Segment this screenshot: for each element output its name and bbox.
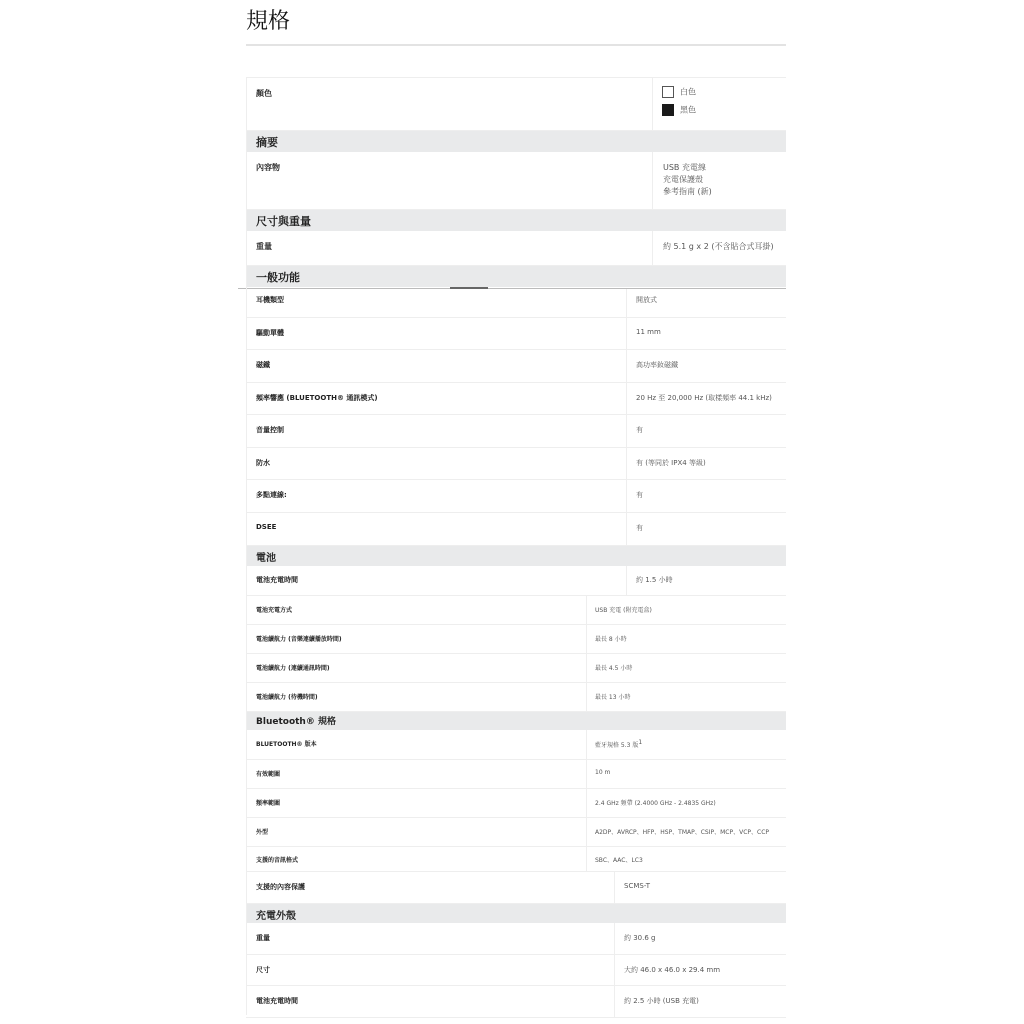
section-header-bluetooth: Bluetooth® 規格	[246, 712, 786, 730]
section-header-size-weight: 尺寸與重量	[246, 210, 786, 231]
spec-row-case: 電池充電時間 約 2.5 小時 (USB 充電)	[246, 986, 786, 1018]
section-header-summary: 摘要	[246, 131, 786, 152]
color-option-white: 白色	[662, 86, 696, 98]
contents-item: 充電保護殼	[663, 175, 703, 184]
spec-row-general: 防水 有 (等同於 IPX4 等級)	[246, 448, 786, 480]
section-header-charging-case: 充電外殼	[246, 904, 786, 923]
spec-row-general: 音量控制 有	[246, 415, 786, 448]
footnote-link[interactable]: 1	[638, 739, 643, 746]
spec-row-battery: 電池續航力 (連續通訊時間) 最長 4.5 小時	[246, 654, 786, 683]
spec-row-bluetooth: BLUETOOTH® 版本 藍牙規格 5.3 版$^1$	[246, 730, 786, 760]
spec-row-general: 多點連線: 有	[246, 480, 786, 513]
spec-row-bluetooth: 支援的音訊格式 SBC、AAC、LC3	[246, 847, 786, 872]
page-title: 規格	[246, 9, 291, 34]
general-rows	[246, 289, 786, 546]
spec-row-battery: 電池續航力 (待機時間) 最長 13 小時	[246, 683, 786, 712]
spec-row-weight: 重量 約 5.1 g x 2 (不含貼合式耳掛)	[246, 231, 786, 266]
size-weight-block	[246, 210, 786, 287]
spec-row-battery: 電池續航力 (音樂連續播放時間) 最長 8 小時	[246, 625, 786, 654]
spec-row-case: 尺寸 大約 46.0 x 46.0 x 29.4 mm	[246, 955, 786, 986]
spec-row-general: 驅動單體 11 mm	[246, 318, 786, 350]
black-swatch-icon	[662, 104, 674, 116]
section-header-battery: 電池	[246, 546, 786, 566]
spec-row-contents: 內容物 USB 充電線 充電保護殼 參考指南 (新)	[246, 152, 786, 210]
white-swatch-icon	[662, 86, 674, 98]
charging-case-block	[246, 904, 786, 1018]
spec-row-general: 耳機類型 開放式	[246, 289, 786, 318]
color-option-black: 黑色	[662, 104, 696, 116]
section-header-general: 一般功能	[246, 266, 786, 287]
spec-row-bluetooth: 支援的內容保護 SCMS-T	[246, 872, 786, 904]
spec-row-battery: 電池充電時間 約 1.5 小時	[246, 566, 786, 596]
contents-item: 參考指南 (新)	[663, 187, 712, 196]
spec-row-general: 頻率響應 (BLUETOOTH® 通訊模式) 20 Hz 至 20,000 Hz (取樣頻率 44.1 kHz)	[246, 383, 786, 415]
bluetooth-block	[246, 712, 786, 904]
spec-row-bluetooth: 外型 A2DP、AVRCP、HFP、HSP、TMAP、CSIP、MCP、VCP、CCP	[246, 818, 786, 847]
spec-row-color	[246, 77, 786, 131]
battery-block	[246, 546, 786, 712]
spec-label: 顏色	[256, 89, 272, 98]
summary-block	[246, 131, 786, 210]
spec-row-case: 重量 約 30.6 g	[246, 923, 786, 955]
spec-row-bluetooth: 有效範圍 10 m	[246, 760, 786, 789]
table-left-border	[246, 77, 247, 1015]
spec-row-general: 磁鐵 高功率釹磁鐵	[246, 350, 786, 383]
title-divider	[246, 44, 786, 46]
contents-item: USB 充電線	[663, 163, 706, 172]
spec-row-battery: 電池充電方式 USB 充電 (附充電盒)	[246, 596, 786, 625]
spec-row-general: DSEE 有	[246, 513, 786, 546]
spec-row-bluetooth: 頻率範圍 2.4 GHz 頻帶 (2.4000 GHz - 2.4835 GHz)	[246, 789, 786, 818]
color-spec-block	[246, 77, 786, 131]
